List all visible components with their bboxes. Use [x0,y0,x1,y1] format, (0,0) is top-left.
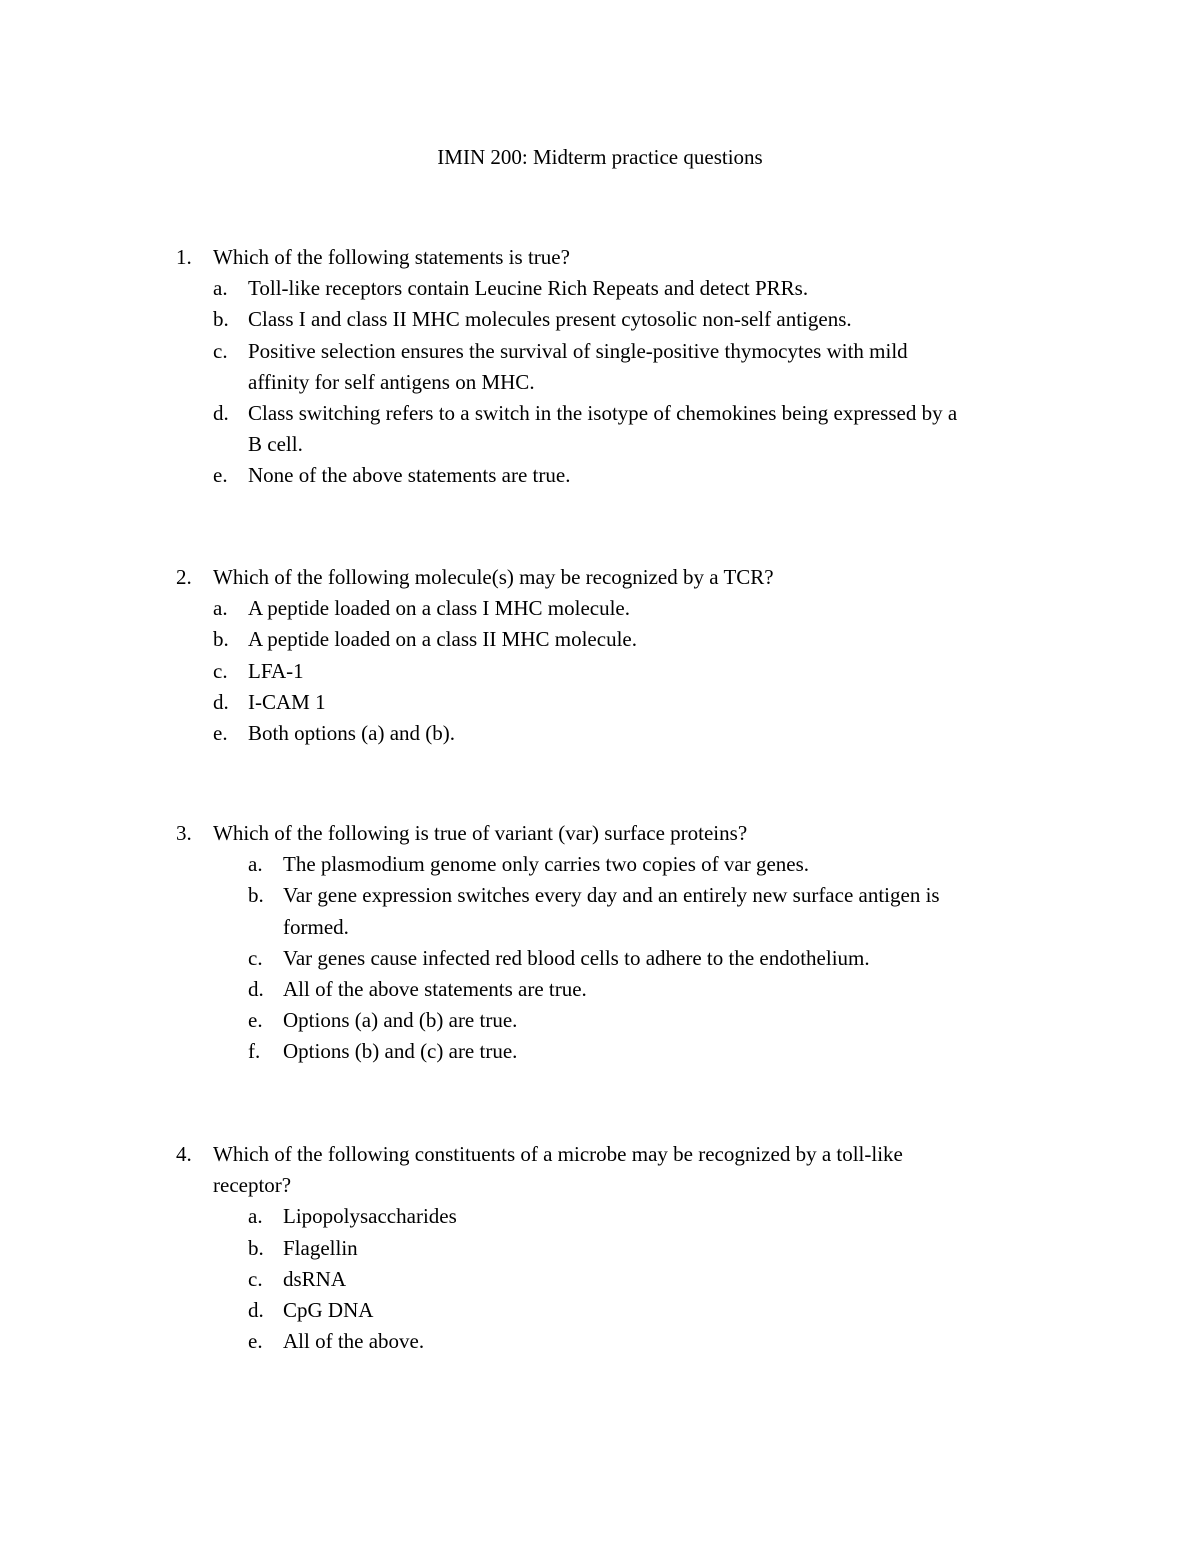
option-label: a. [213,276,228,301]
option-b-continuation [0,912,1200,943]
option-text: formed. [283,914,349,939]
option-text: Both options (a) and (b). [248,720,456,745]
question-stem: Which of the following constituents of a microbe may be recognized by a toll-like [213,1142,903,1166]
question-stem-line [0,818,1200,849]
option-text: Options (a) and (b) are true. [283,1008,518,1033]
option-a [0,273,1200,304]
question-stem-line [0,242,1200,273]
question-number: 4. [176,1142,192,1166]
question-2 [0,562,1200,749]
option-label: c. [213,658,228,683]
question-3 [0,818,1200,1068]
option-label: c. [248,945,263,970]
question-number: 2. [176,565,192,589]
option-text: Flagellin [283,1235,358,1260]
option-c [0,656,1200,687]
option-text: affinity for self antigens on MHC. [248,369,535,394]
option-text: I-CAM 1 [248,689,326,714]
option-d [0,974,1200,1005]
option-label: d. [213,689,229,714]
option-label: b. [248,1235,264,1260]
option-c [0,943,1200,974]
option-c-continuation [0,367,1200,398]
option-text: Options (b) and (c) are true. [283,1039,518,1064]
option-text: LFA-1 [248,658,304,683]
option-label: a. [213,596,228,621]
question-stem-line [0,1139,1200,1170]
option-c [0,1264,1200,1295]
option-label: b. [248,883,264,908]
option-text: All of the above. [283,1329,425,1354]
option-label: e. [248,1329,263,1354]
option-text: B cell. [248,432,303,457]
option-label: c. [248,1266,263,1291]
question-stem: receptor? [213,1173,292,1198]
option-a [0,593,1200,624]
option-label: b. [213,627,229,652]
option-label: e. [213,463,228,488]
option-label: a. [248,1204,263,1229]
document-title: IMIN 200: Midterm practice questions [437,145,763,169]
option-text: A peptide loaded on a class I MHC molecule. [248,596,630,621]
option-e [0,460,1200,491]
option-text: A peptide loaded on a class II MHC molecule. [248,627,637,652]
question-stem: Which of the following molecule(s) may be recognized by a TCR? [213,565,774,589]
question-stem: Which of the following statements is true? [213,245,570,269]
option-text: None of the above statements are true. [248,463,571,488]
option-e [0,718,1200,749]
question-number: 1. [176,245,192,269]
option-b [0,304,1200,335]
option-c [0,336,1200,367]
question-stem: Which of the following is true of variant (var) surface proteins? [213,821,748,845]
option-d [0,398,1200,429]
option-text: Var genes cause infected red blood cells to adhere to the endothelium. [283,945,870,970]
option-text: Class I and class II MHC molecules present cytosolic non-self antigens. [248,307,852,332]
option-text: Class switching refers to a switch in the isotype of chemokines being expressed by a [248,400,958,425]
option-f [0,1036,1200,1067]
option-e [0,1326,1200,1357]
option-b [0,880,1200,911]
option-label: d. [248,976,264,1001]
option-text: dsRNA [283,1266,347,1291]
option-text: CpG DNA [283,1297,374,1322]
option-b [0,1233,1200,1264]
option-text: Lipopolysaccharides [283,1204,457,1229]
option-label: d. [213,400,229,425]
option-text: All of the above statements are true. [283,976,587,1001]
option-b [0,624,1200,655]
option-label: f. [248,1039,261,1064]
option-label: a. [248,852,263,877]
option-text: Var gene expression switches every day and an entirely new surface antigen is [283,883,940,908]
option-d-continuation [0,429,1200,460]
option-label: e. [213,720,228,745]
question-stem-continuation [0,1170,1200,1201]
option-a [0,1201,1200,1232]
option-d [0,687,1200,718]
option-label: e. [248,1008,263,1033]
option-d [0,1295,1200,1326]
option-label: d. [248,1297,264,1322]
option-e [0,1005,1200,1036]
question-1 [0,242,1200,492]
option-label: c. [213,338,228,363]
option-label: b. [213,307,229,332]
option-text: Positive selection ensures the survival of single-positive thymocytes with mild [248,338,908,363]
option-text: Toll-like receptors contain Leucine Rich Repeats and detect PRRs. [248,276,809,301]
option-text: The plasmodium genome only carries two copies of var genes. [283,852,810,877]
question-4 [0,1139,1200,1357]
question-number: 3. [176,821,192,845]
question-stem-line [0,562,1200,593]
option-a [0,849,1200,880]
